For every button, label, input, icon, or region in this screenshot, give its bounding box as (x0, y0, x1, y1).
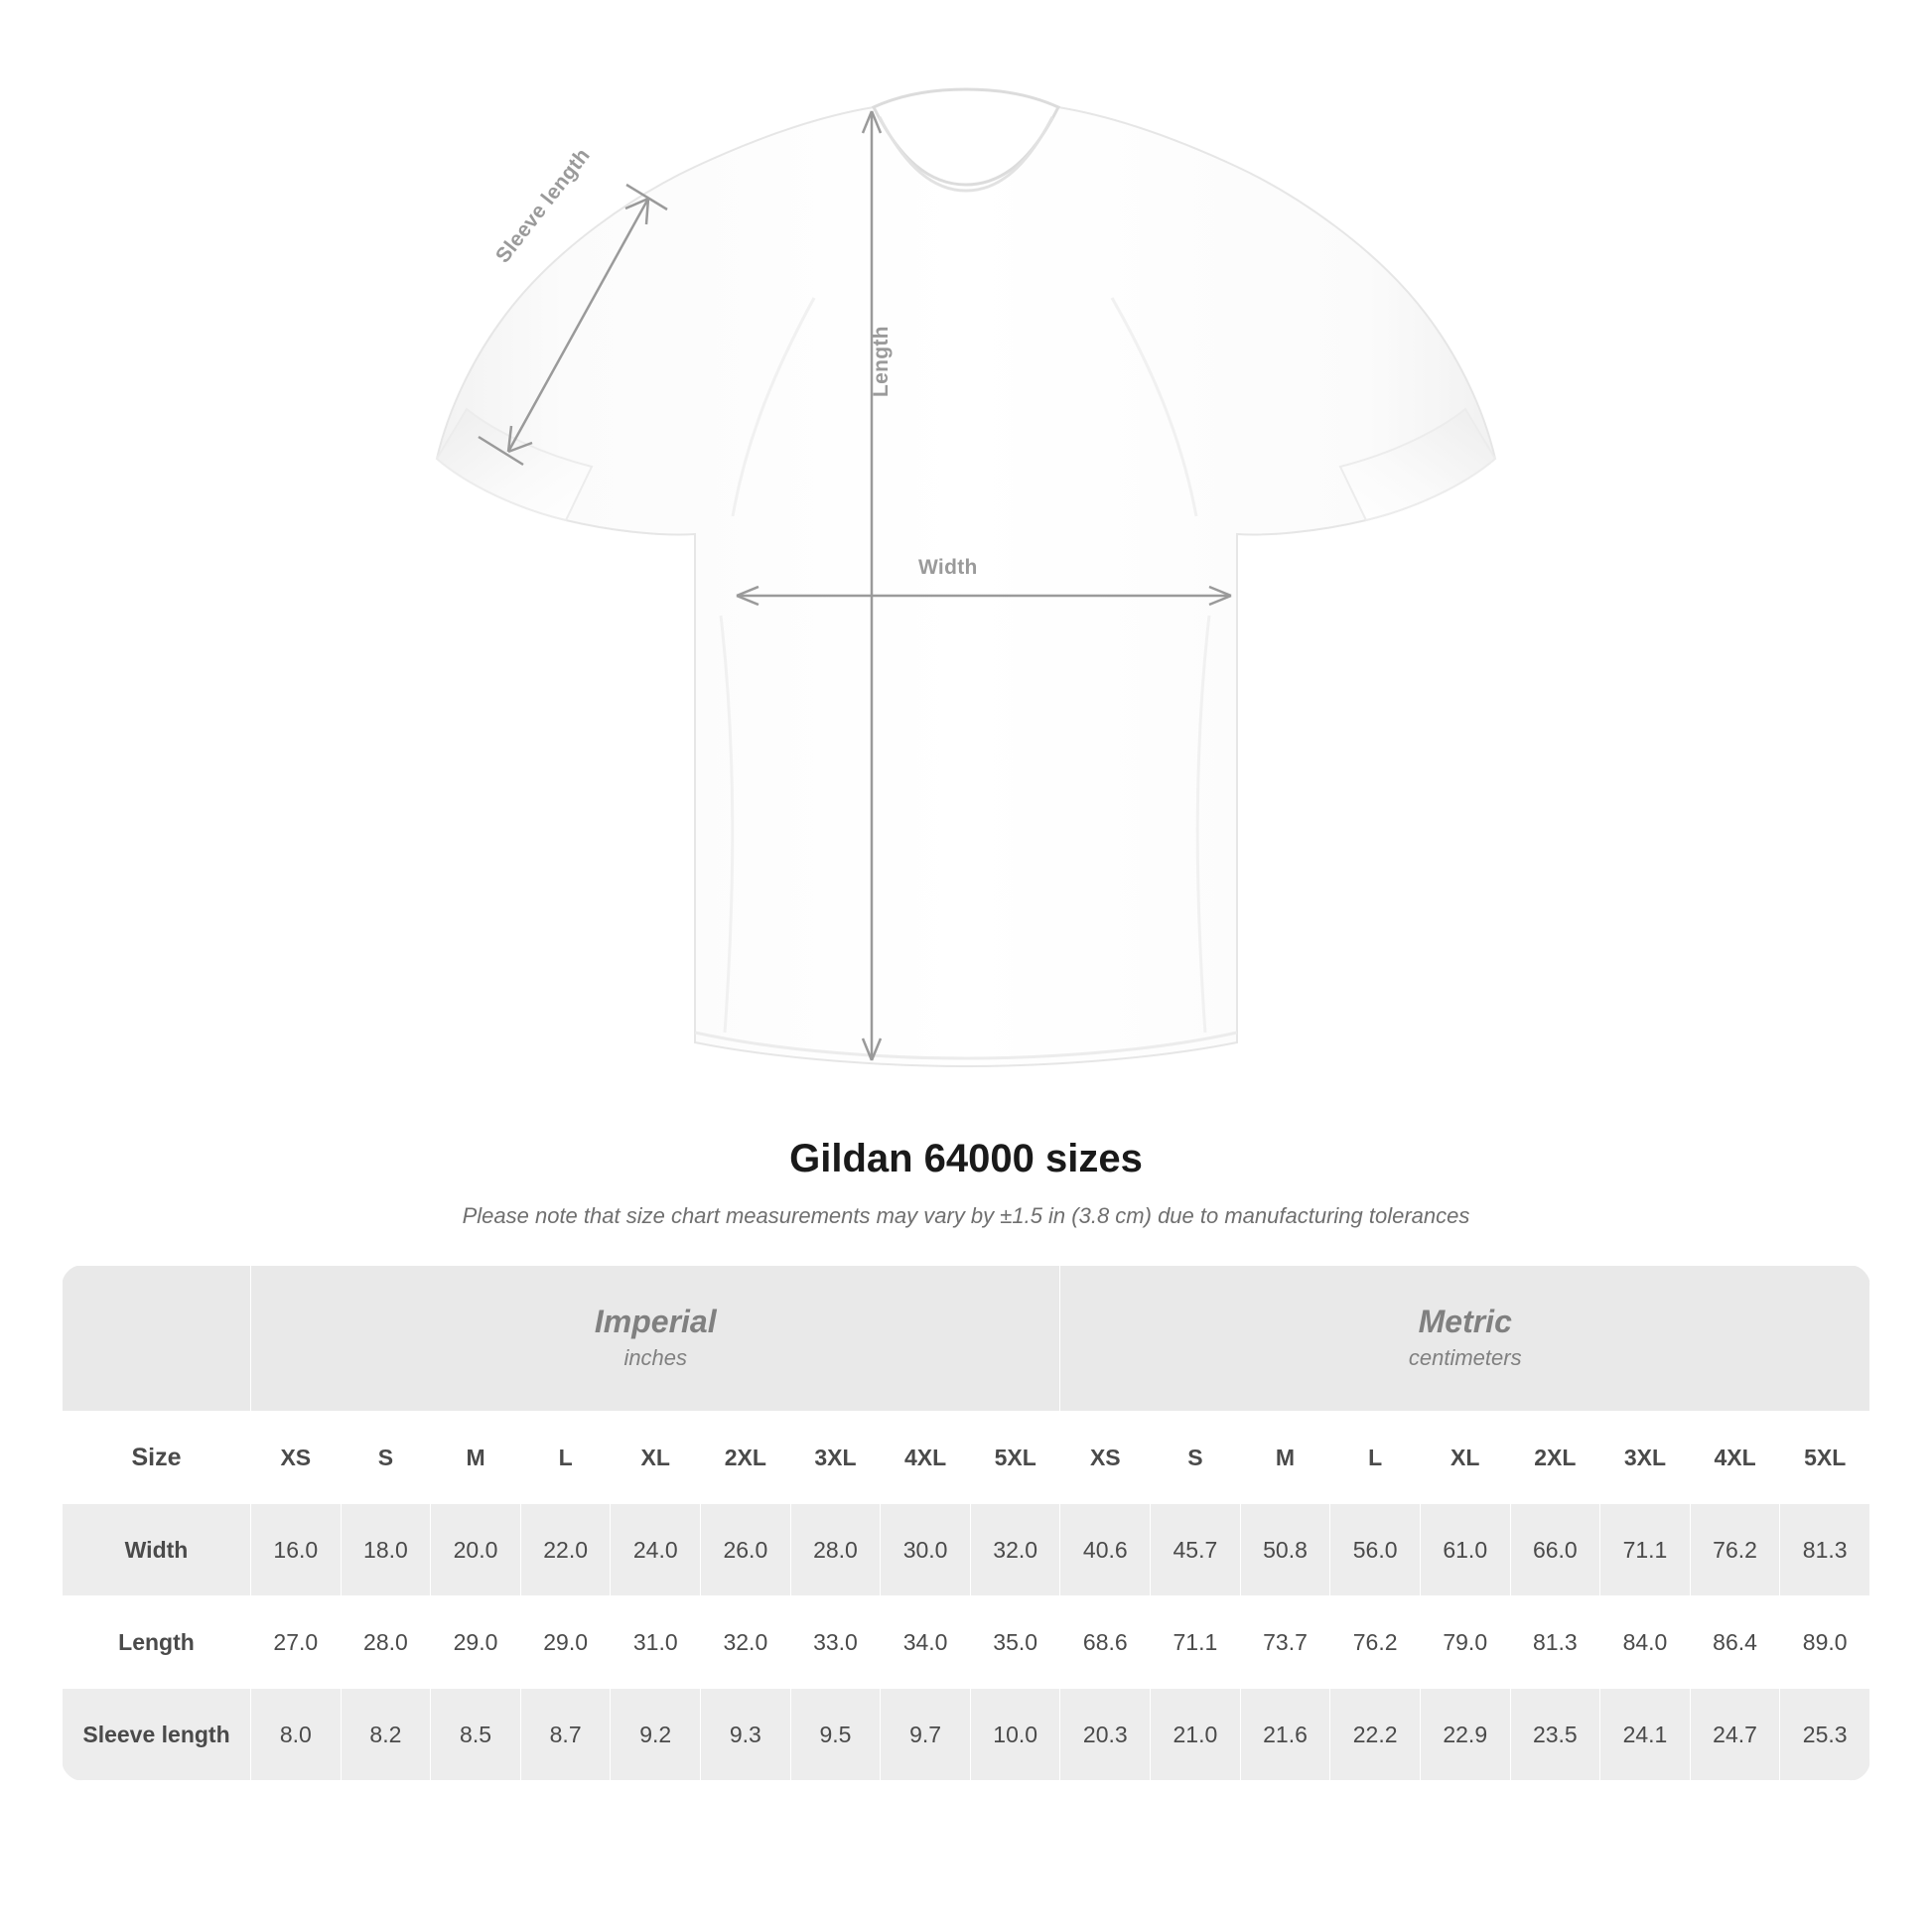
table-cell: 22.0 (520, 1504, 611, 1596)
table-cell: 23.5 (1510, 1689, 1600, 1781)
size-header-row (63, 1412, 1870, 1504)
tolerance-note: Please note that size chart measurements may vary by ±1.5 in (3.8 cm) due to manufacturing tolerances (462, 1203, 1470, 1228)
system-header-imperial (251, 1266, 1060, 1412)
size-header-cell: 2XL (1510, 1412, 1600, 1504)
table-cell: 10.0 (970, 1689, 1060, 1781)
table-cell: 29.0 (520, 1596, 611, 1689)
table-cell: 9.3 (701, 1689, 791, 1781)
table-cell: 9.7 (881, 1689, 971, 1781)
table-cell: 79.0 (1420, 1596, 1510, 1689)
size-header-cell: S (341, 1412, 431, 1504)
size-header-cell: 3XL (790, 1412, 881, 1504)
system-unit-imperial: inches (623, 1344, 688, 1370)
table-cell: 71.1 (1600, 1504, 1691, 1596)
table-cell: 71.1 (1151, 1596, 1241, 1689)
table-cell: 81.3 (1780, 1504, 1870, 1596)
size-header-cell: 5XL (970, 1412, 1060, 1504)
table-cell: 26.0 (701, 1504, 791, 1596)
table-cell: 31.0 (611, 1596, 701, 1689)
width-dimension-label: Width (918, 556, 978, 579)
size-header-cell: L (1330, 1412, 1421, 1504)
row-label-width: Width (63, 1504, 251, 1596)
table-cell: 16.0 (251, 1504, 342, 1596)
size-table-wrapper (62, 1265, 1870, 1781)
length-dimension-label: Length (870, 326, 893, 397)
size-header-cell: M (1240, 1412, 1330, 1504)
size-header-cell: L (520, 1412, 611, 1504)
system-name-imperial: Imperial (594, 1304, 717, 1340)
size-header-cell: M (431, 1412, 521, 1504)
table-cell: 89.0 (1780, 1596, 1870, 1689)
table-cell: 33.0 (790, 1596, 881, 1689)
table-cell: 86.4 (1690, 1596, 1780, 1689)
table-cell: 24.0 (611, 1504, 701, 1596)
table-cell: 76.2 (1330, 1596, 1421, 1689)
size-header-label: Size (63, 1412, 251, 1504)
table-cell: 18.0 (341, 1504, 431, 1596)
table-cell: 56.0 (1330, 1504, 1421, 1596)
table-cell: 35.0 (970, 1596, 1060, 1689)
table-cell: 28.0 (790, 1504, 881, 1596)
table-cell: 8.5 (431, 1689, 521, 1781)
system-header-row (63, 1266, 1870, 1412)
sleeve-length-dimension-label: Sleeve length (491, 144, 595, 268)
table-cell: 30.0 (881, 1504, 971, 1596)
size-header-cell: 2XL (701, 1412, 791, 1504)
table-cell: 8.0 (251, 1689, 342, 1781)
table-cell: 21.6 (1240, 1689, 1330, 1781)
table-cell: 73.7 (1240, 1596, 1330, 1689)
table-cell: 84.0 (1600, 1596, 1691, 1689)
table-cell: 21.0 (1151, 1689, 1241, 1781)
system-name-metric: Metric (1418, 1304, 1512, 1340)
size-header-cell: 3XL (1600, 1412, 1691, 1504)
table-cell: 24.1 (1600, 1689, 1691, 1781)
table-cell: 24.7 (1690, 1689, 1780, 1781)
table-cell: 22.9 (1420, 1689, 1510, 1781)
size-header-cell: XL (1420, 1412, 1510, 1504)
size-header-cell: 4XL (1690, 1412, 1780, 1504)
size-header-cell: 5XL (1780, 1412, 1870, 1504)
size-header-cell: S (1151, 1412, 1241, 1504)
table-cell: 32.0 (970, 1504, 1060, 1596)
size-table (62, 1265, 1870, 1781)
table-row (63, 1504, 1870, 1596)
table-cell: 66.0 (1510, 1504, 1600, 1596)
size-header-cell: XL (611, 1412, 701, 1504)
system-header-metric (1060, 1266, 1870, 1412)
shirt-body (437, 107, 1495, 1066)
table-corner-cell (63, 1266, 251, 1412)
system-unit-metric: centimeters (1408, 1344, 1522, 1370)
table-cell: 68.6 (1060, 1596, 1151, 1689)
size-header-cell: 4XL (881, 1412, 971, 1504)
size-header-cell: XS (1060, 1412, 1151, 1504)
table-cell: 8.2 (341, 1689, 431, 1781)
table-cell: 8.7 (520, 1689, 611, 1781)
table-cell: 61.0 (1420, 1504, 1510, 1596)
row-label-length: Length (63, 1596, 251, 1689)
table-cell: 32.0 (701, 1596, 791, 1689)
page-title: Gildan 64000 sizes (789, 1137, 1143, 1180)
table-cell: 25.3 (1780, 1689, 1870, 1781)
table-cell: 45.7 (1151, 1504, 1241, 1596)
size-header-cell: XS (251, 1412, 342, 1504)
table-cell: 28.0 (341, 1596, 431, 1689)
table-cell: 34.0 (881, 1596, 971, 1689)
table-cell: 9.5 (790, 1689, 881, 1781)
table-cell: 20.3 (1060, 1689, 1151, 1781)
table-cell: 22.2 (1330, 1689, 1421, 1781)
table-cell: 40.6 (1060, 1504, 1151, 1596)
table-cell: 9.2 (611, 1689, 701, 1781)
table-cell: 29.0 (431, 1596, 521, 1689)
row-label-sleeve-length: Sleeve length (63, 1689, 251, 1781)
table-row (63, 1596, 1870, 1689)
table-cell: 50.8 (1240, 1504, 1330, 1596)
table-cell: 27.0 (251, 1596, 342, 1689)
table-cell: 81.3 (1510, 1596, 1600, 1689)
table-cell: 20.0 (431, 1504, 521, 1596)
table-cell: 76.2 (1690, 1504, 1780, 1596)
table-row (63, 1689, 1870, 1781)
